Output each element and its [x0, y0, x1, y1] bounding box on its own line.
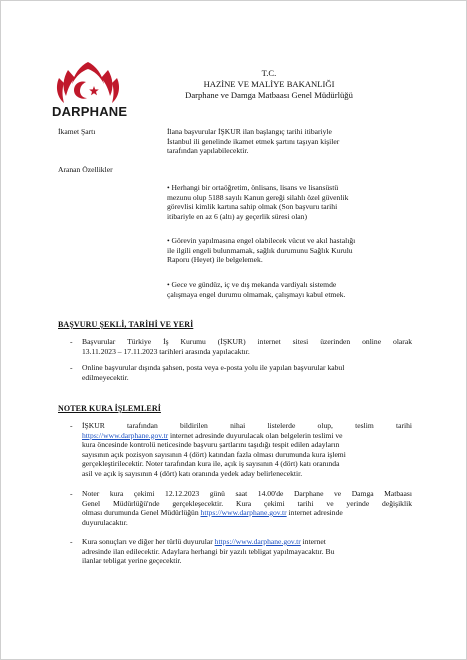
- application-item-line: 13.11.2023 – 17.11.2023 tarihleri arasında yapılacaktır.: [82, 346, 250, 356]
- notary-item-line: ilanlar tebligat yerine geçecektir.: [82, 556, 182, 565]
- notary-item-line: Kura sonuçları ve diğer her türlü duyurular https://www.darphane.gov.tr internet: [82, 537, 326, 546]
- notary-item-line: Noter kura çekimi 12.12.2023 günü saat 14.00'de Darphane ve Damga Matbaası: [82, 489, 412, 498]
- darphane-link[interactable]: https://www.darphane.gov.tr: [214, 537, 301, 546]
- list-dash: -: [70, 537, 73, 546]
- residence-label: İkamet Şartı: [58, 127, 96, 136]
- notary-item-line: sayısının açık pozisyon sayısının 4 (dört) katından fazla olması durumunda kura işlemi: [82, 449, 346, 459]
- list-dash: -: [70, 363, 73, 372]
- logo-text: DARPHANE: [52, 104, 128, 119]
- notary-item-line: gerçekleştirilecektir. Noter tarafından kura ile, açık iş sayısının 4 (dört) katı oranında: [82, 459, 340, 468]
- requirement-bullet-line: • Herhangi bir ortaöğretim, önlisans, lisans ve lisansüstü: [167, 183, 339, 192]
- residence-text-line: tarafından yapılabilecektir.: [167, 146, 249, 156]
- notary-item-line: Genel Müdürlüğü'nde gerçekleşecektir. Kura çekimi tarihi ve yerinde değişiklik: [82, 498, 412, 508]
- requirement-bullet-line: • Gece ve gündüz, iç ve dış mekanda vardiyalı sistemde: [167, 280, 337, 289]
- notary-item-line: duyurulacaktır.: [82, 517, 128, 527]
- notary-item-line: asil ve açık iş sayısının 4 (dört) katı oranında yedek aday belirlenecektir.: [82, 468, 303, 478]
- header-ministry: HAZİNE VE MALİYE BAKANLIĞI: [203, 79, 335, 89]
- requirement-bullet-line: görevlisi kimlik kartına sahip olmak (Son başvuru tarihi: [167, 202, 338, 212]
- application-section-title: BAŞVURU ŞEKLİ, TARİHİ VE YERİ: [58, 320, 194, 329]
- requirement-bullet-line: itibariyle en az 6 (altı) ay geçerlik süresi olan): [167, 212, 308, 221]
- notary-item-line: olması durumunda Genel Müdürlüğün https://www.darphane.gov.tr internet adresinde: [82, 508, 343, 517]
- requirement-bullet-line: çalışmaya engel durumu olmamak, çalışmayı kabul etmek.: [167, 289, 346, 299]
- application-item-line: edilmeyecektir.: [82, 372, 129, 382]
- requirements-label: Aranan Özellikler: [58, 165, 113, 174]
- darphane-link[interactable]: https://www.darphane.gov.tr: [82, 430, 169, 440]
- notary-item-line: adresinde ilan edilecektir. Adaylara herhangi bir yazılı tebligat yapılmayacaktır. Bu: [82, 546, 335, 556]
- residence-text-line: İstanbul ili genelinde ikamet etmek şartını taşıyan kişiler: [167, 136, 340, 146]
- header-directorate: Darphane ve Damga Matbaası Genel Müdürlüğü: [185, 90, 353, 100]
- list-dash: -: [70, 489, 73, 498]
- header-tc: T.C.: [261, 68, 277, 78]
- requirement-bullet-line: ile ilgili engeli bulunmamak, sağlık durumunu Sağlık Kurulu: [167, 245, 353, 255]
- residence-text-line: İlana başvurular İŞKUR ilan başlangıç tarihi itibariyle: [167, 127, 332, 136]
- application-item-line: Online başvurular dışında şahsen, posta veya e-posta yolu ile yapılan başvurular kabul: [82, 363, 345, 372]
- requirement-bullet-line: Raporu (Heyet) ile belgelemek.: [167, 255, 263, 265]
- notary-item-line: kura öncesinde kontrolü neticesinde başvuru şartlarını taşıdığı tespit edilen adayların: [82, 440, 340, 449]
- notary-item-line: İŞKUR tarafından bildirilen nihai listelerde olup, teslim tarihi: [82, 421, 412, 430]
- notary-section-title: NOTER KURA İŞLEMLERİ: [58, 404, 161, 413]
- notary-item-line: https://www.darphane.gov.tr internet adresinde duyurulacak olan belgelerin teslimi ve: [82, 430, 343, 440]
- application-item-line: Başvurular Türkiye İş Kurumu (İŞKUR) internet sitesi üzerinden online olarak: [82, 337, 412, 346]
- list-dash: -: [70, 421, 73, 430]
- list-dash: -: [70, 337, 73, 346]
- requirement-bullet-line: • Görevin yapılmasına engel olabilecek vücut ve akıl hastalığı: [167, 236, 356, 245]
- darphane-link[interactable]: https://www.darphane.gov.tr: [200, 508, 287, 517]
- requirement-bullet-line: mezunu olup 5188 sayılı Kanun gereği silahlı özel güvenlik: [167, 192, 349, 202]
